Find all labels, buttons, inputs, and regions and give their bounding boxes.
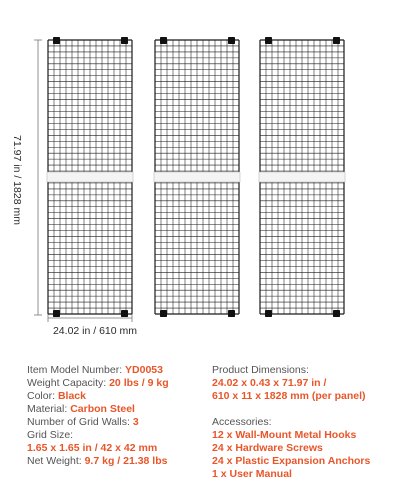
wall-mount-hook [160, 310, 167, 317]
spec-row-net-weight: Net Weight: 9.7 kg / 21.38 lbs [27, 455, 168, 467]
spec-row-material: Material: Carbon Steel [27, 403, 135, 415]
wall-mount-hook [333, 37, 340, 44]
accessory-item: 12 x Wall-Mount Metal Hooks [212, 429, 357, 441]
panel-connector-bar [259, 172, 345, 182]
spec-row-model: Item Model Number: YD0053 [27, 364, 163, 376]
grid-panel [154, 37, 240, 317]
spec-row-grid-size: Grid Size: [27, 429, 74, 441]
grid-panel [259, 37, 345, 317]
panel-connector-bar [47, 172, 133, 182]
accessory-item: 24 x Plastic Expansion Anchors [212, 455, 371, 467]
wall-mount-hook [53, 37, 60, 44]
accessory-item: 1 x User Manual [212, 468, 292, 480]
product-dimensions-line1: 24.02 x 0.43 x 71.97 in / [212, 377, 327, 389]
wall-mount-hook [121, 37, 128, 44]
height-dimension-label [5, 50, 29, 310]
spec-row-grid-size-value: 1.65 x 1.65 in / 42 x 42 mm [27, 442, 158, 454]
wall-mount-hook [121, 310, 128, 317]
accessories-title: Accessories: [212, 416, 272, 428]
wall-mount-hook [53, 310, 60, 317]
wall-mount-hook [228, 37, 235, 44]
grid-panels [47, 37, 345, 317]
specs-right-column [212, 364, 397, 481]
wall-mount-hook [265, 310, 272, 317]
spec-row-grid-walls: Number of Grid Walls: 3 [27, 416, 139, 428]
spec-row-weight-capacity: Weight Capacity: 20 lbs / 9 kg [27, 377, 169, 389]
product-dimensions-title: Product Dimensions: [212, 364, 309, 376]
height-dimension-text: 71.97 in / 1828 mm [11, 135, 24, 225]
wall-mount-hook [228, 310, 235, 317]
accessory-item: 24 x Hardware Screws [212, 442, 323, 454]
specs-left-column [27, 364, 212, 468]
wall-mount-hook [265, 37, 272, 44]
product-dimensions-line2: 610 x 11 x 1828 mm (per panel) [212, 390, 366, 402]
spec-row-color: Color: Black [27, 390, 86, 402]
panel-connector-bar [154, 172, 240, 182]
wall-mount-hook [333, 310, 340, 317]
grid-panel [47, 37, 133, 317]
specifications [0, 364, 400, 494]
width-dimension-label: 24.02 in / 610 mm [52, 325, 138, 337]
wall-mount-hook [160, 37, 167, 44]
spacer [212, 403, 397, 416]
